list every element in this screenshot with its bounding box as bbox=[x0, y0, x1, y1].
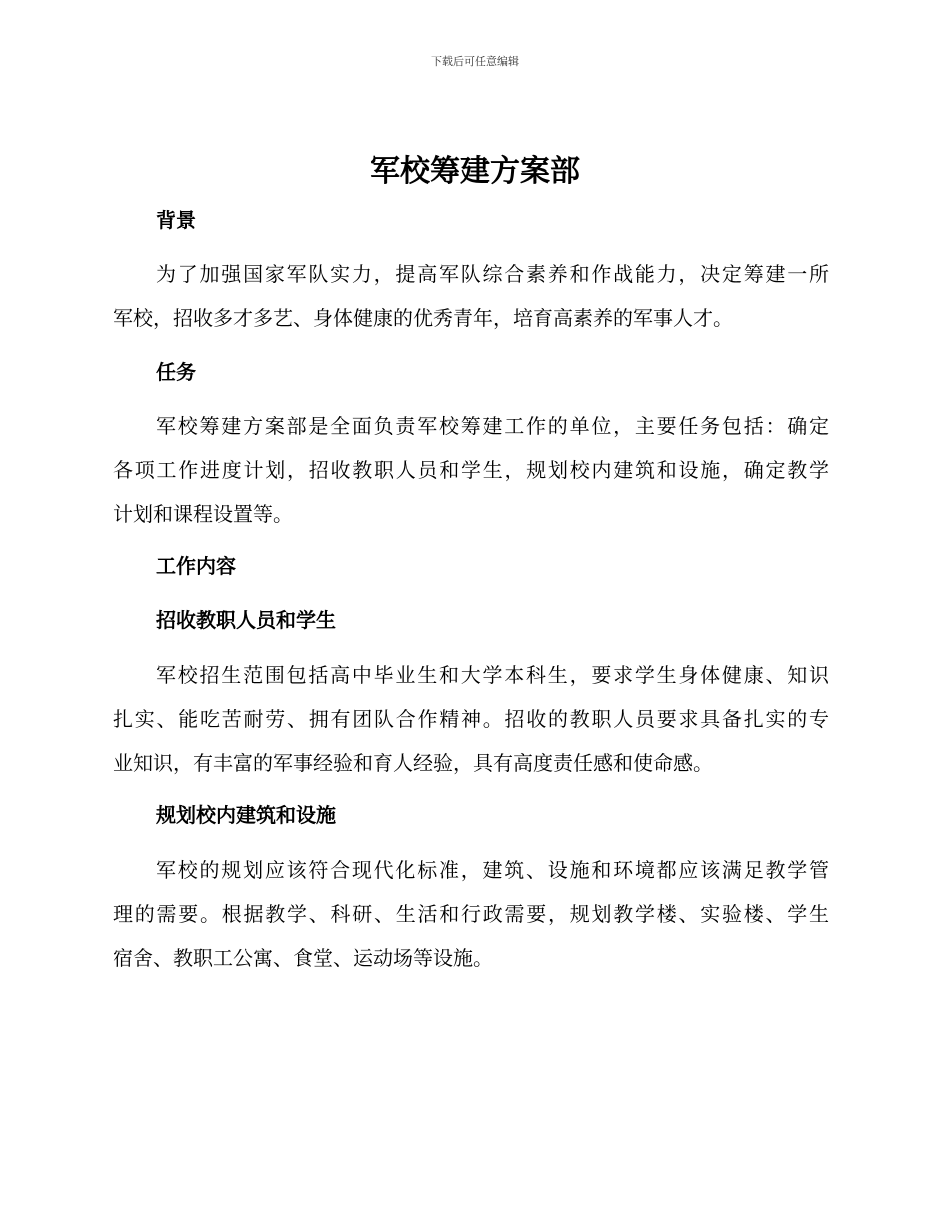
paragraph-planning bbox=[113, 848, 829, 980]
paragraph-line: 为了加强国家军队实力，提高军队综合素养和作战能力，决定筹建一所 bbox=[156, 262, 829, 286]
paragraph-recruitment bbox=[113, 653, 829, 785]
paragraph-line: 军校筹建方案部是全面负责军校筹建工作的单位，主要任务包括：确定 bbox=[156, 414, 829, 438]
paragraph-line: 军校招生范围包括高中毕业生和大学本科生，要求学生身体健康、知识 bbox=[156, 663, 829, 687]
heading-planning: 规划校内建筑和设施 bbox=[156, 803, 336, 827]
paragraph-task bbox=[113, 404, 829, 536]
paragraph-line: 计划和课程设置等。 bbox=[113, 502, 293, 526]
document-title: 军校筹建方案部 bbox=[370, 154, 580, 189]
paragraph-line: 扎实、能吃苦耐劳、拥有团队合作精神。招收的教职人员要求具备扎实的专 bbox=[113, 707, 829, 731]
heading-task: 任务 bbox=[156, 360, 196, 384]
heading-background: 背景 bbox=[156, 208, 196, 232]
paragraph-line: 业知识，有丰富的军事经验和育人经验，具有高度责任感和使命感。 bbox=[113, 751, 713, 775]
paragraph-line: 理的需要。根据教学、科研、生活和行政需要，规划教学楼、实验楼、学生 bbox=[113, 902, 829, 926]
paragraph-line: 宿舍、教职工公寓、食堂、运动场等设施。 bbox=[113, 946, 493, 970]
heading-recruitment: 招收教职人员和学生 bbox=[156, 608, 336, 632]
heading-work-content: 工作内容 bbox=[156, 554, 236, 578]
paragraph-background bbox=[113, 252, 829, 340]
paragraph-line: 各项工作进度计划，招收教职人员和学生，规划校内建筑和设施，确定教学 bbox=[113, 458, 829, 482]
page-header-note: 下载后可任意编辑 bbox=[431, 55, 519, 68]
paragraph-line: 军校，招收多才多艺、身体健康的优秀青年，培育高素养的军事人才。 bbox=[113, 306, 733, 330]
paragraph-line: 军校的规划应该符合现代化标准，建筑、设施和环境都应该满足教学管 bbox=[156, 858, 829, 882]
